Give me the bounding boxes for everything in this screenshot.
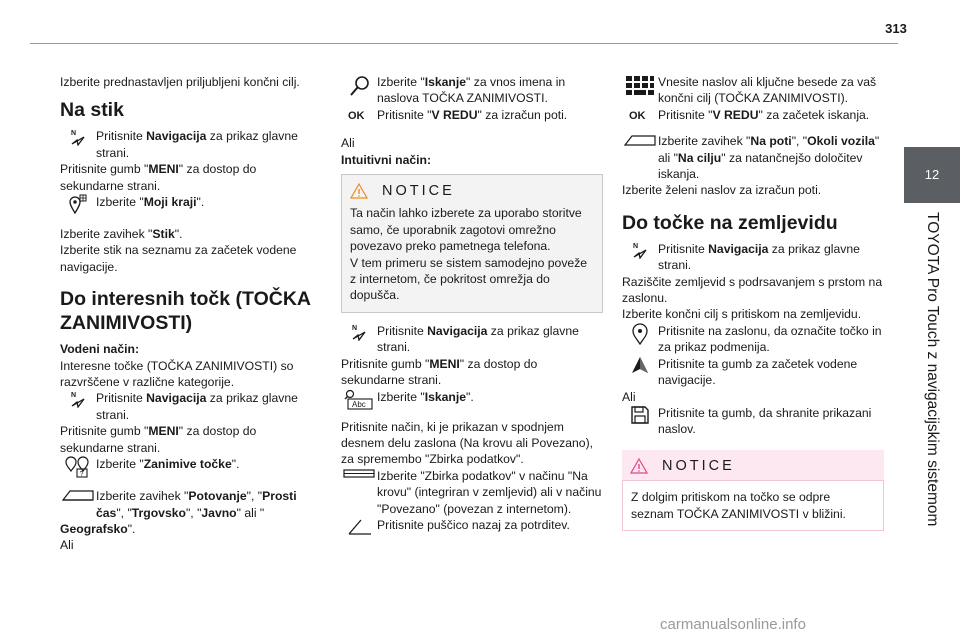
warning-icon — [350, 183, 368, 199]
step-search: OK Izberite "Iskanje" za vnos imena in naslova TOČKA ZANIMIVOSTI. Pritisnite "V REDU" za izračun poti. — [341, 74, 603, 123]
chapter-tab — [904, 147, 960, 203]
step-intuitive-search: Abc Izberite "Iskanje". — [341, 389, 603, 413]
save-icon — [622, 405, 658, 429]
column-3 — [622, 74, 884, 539]
step-menu: Pritisnite gumb "MENI" za dostop do sekundarne strani. — [60, 162, 257, 193]
tab-shape-icon — [622, 133, 658, 157]
step-back-text: Pritisnite puščico nazaj za potrditev. — [377, 517, 570, 532]
search-ok-icon — [341, 74, 377, 122]
notice-text: Ta način lahko izberete za uporabo storitve samo, če uporabnik zagotovi omrežno povezavo preko pametnega telefona. V tem primeru se sistem samodejno poveže z internetom, če pokritost omrežja do dopušča. — [350, 206, 588, 303]
step-select-destination: Izberite končni cilj s pritiskom na zemljevidu. — [622, 307, 862, 322]
notice-title: NOTICE — [662, 457, 735, 474]
navigation-arrow-icon — [60, 390, 96, 414]
step-select-contact: Izberite stik na seznamu za začetek vodene navigacije. — [60, 243, 297, 274]
step-poi-menu: Pritisnite gumb "MENI" za dostop do sekundarne strani. — [60, 424, 257, 455]
step-select-address: Izberite želeni naslov za izračun poti. — [622, 183, 822, 198]
step-tab-stik: Izberite zavihek "Stik". — [60, 227, 183, 242]
location-pin-icon — [622, 323, 658, 347]
step-database-select-text: Izberite "Zbirka podatkov" v načinu "Na krovu" (integriran v zemljevid) ali v načinu "Povezano" (povezan z internetom). — [377, 468, 602, 516]
ali-text: Ali — [622, 389, 636, 404]
poi-pins-icon — [60, 456, 96, 480]
heading-poi: Do interesnih točk (TOČKA ZANIMIVOSTI) — [60, 288, 311, 335]
svg-text:N: N — [352, 324, 358, 332]
step-intuitive-navigation: N Pritisnite Navigacija za prikaz glavne strani. — [341, 323, 603, 356]
step-map-navigation: N Pritisnite Navigacija za prikaz glavne strani. — [622, 241, 884, 274]
svg-text:?: ? — [79, 471, 84, 479]
warning-icon — [630, 458, 648, 474]
notice-box-long-press — [622, 450, 884, 531]
intuitive-title: Intuitivni način: — [341, 152, 432, 167]
guided-title: Vodeni način: — [60, 342, 139, 357]
ali-text: Ali — [341, 136, 355, 151]
column-1 — [60, 74, 322, 554]
navigate-triangle-icon — [622, 356, 658, 380]
step-poi-tabs: Izberite zavihek "Potovanje", "Prosti čas", "Trgovsko", "Javno" ali " — [60, 488, 322, 521]
notice-title: NOTICE — [382, 183, 455, 200]
step-intuitive-menu: Pritisnite gumb "MENI" za dostop do sekundarne strani. — [341, 356, 538, 388]
step-poi-select: ? Izberite "Zanimive točke". — [60, 456, 322, 480]
ali-text: Ali — [60, 538, 74, 553]
keyboard-search-icon — [341, 389, 377, 413]
step-database-mode: Pritisnite način, ki je prikazan v spodnjem desnem delu zaslona (Na krovu ali Povezano), za spremembo "Zbirka podatkov". — [341, 419, 594, 467]
notice-text: Z dolgim pritiskom na točko se odpre seznam TOČKA ZANIMIVOSTI v bližini. — [622, 480, 884, 531]
navigation-arrow-icon — [60, 128, 96, 152]
header-rule — [30, 43, 898, 44]
chapter-title: TOYOTA Pro Touch z navigacijskim sistemom — [924, 212, 941, 527]
location-pin-grid-icon — [60, 194, 96, 218]
step-poi-navigation: N Pritisnite Navigacija za prikaz glavne strani. — [60, 390, 322, 423]
step-moji-kraji: Izberite "Moji kraji". — [60, 194, 322, 218]
step-database-select — [341, 468, 603, 517]
chapter-number: 12 — [924, 167, 940, 182]
svg-text:OK: OK — [348, 110, 365, 120]
notice-box-connected — [341, 174, 603, 313]
svg-text:OK: OK — [629, 110, 646, 120]
heading-na-stik: Na stik — [60, 99, 124, 122]
step-mark-point-text: Pritisnite na zaslonu, da označite točko in za prikaz podmenija. — [658, 323, 882, 355]
step-start-guidance-text: Pritisnite ta gumb za začetek vodene navigacije. — [658, 356, 858, 388]
step-enter-address: OK Vnesite naslov ali ključne besede za vaš končni cilj (TOČKA ZANIMIVOSTI). Pritisnite "V REDU" za začetek iskanja. — [622, 74, 884, 123]
svg-text:N: N — [633, 242, 639, 250]
keyboard-ok-icon — [622, 74, 658, 122]
step-navigation: N Pritisnite Navigacija za prikaz glavne strani. — [60, 128, 322, 161]
step-save-address-text: Pritisnite ta gumb, da shranite prikazani naslov. — [658, 405, 872, 437]
step-start-guidance — [622, 356, 884, 389]
database-bar-icon — [341, 468, 377, 492]
step-explore-map: Raziščite zemljevid s podrsavanjem s prstom na zaslonu. — [622, 274, 883, 306]
watermark: carmanualsonline.info — [660, 616, 806, 633]
step-mark-point — [622, 323, 884, 356]
heading-map: Do točke na zemljevidu — [622, 211, 838, 234]
tab-shape-icon — [60, 488, 96, 512]
intro-text: Izberite prednastavljen priljubljeni končni cilj. — [60, 75, 300, 89]
step-save-address — [622, 405, 884, 438]
page-number: 313 — [885, 21, 907, 36]
guided-text: Interesne točke (TOČKA ZANIMIVOSTI) so razvrščene v različne kategorije. — [60, 358, 294, 390]
step-search-tabs: Izberite zavihek "Na poti", "Okoli vozila" ali "Na cilju" za natančnejšo določitev iskanja. — [622, 133, 884, 182]
svg-text:N: N — [71, 392, 77, 400]
back-arrow-icon — [341, 517, 377, 541]
column-2 — [341, 74, 603, 541]
svg-text:N: N — [71, 130, 77, 138]
svg-text:Abc: Abc — [352, 399, 366, 409]
navigation-arrow-icon — [622, 241, 658, 265]
navigation-arrow-icon — [341, 323, 377, 347]
step-poi-tabs-end: Geografsko". — [60, 521, 136, 536]
step-back — [341, 517, 603, 541]
